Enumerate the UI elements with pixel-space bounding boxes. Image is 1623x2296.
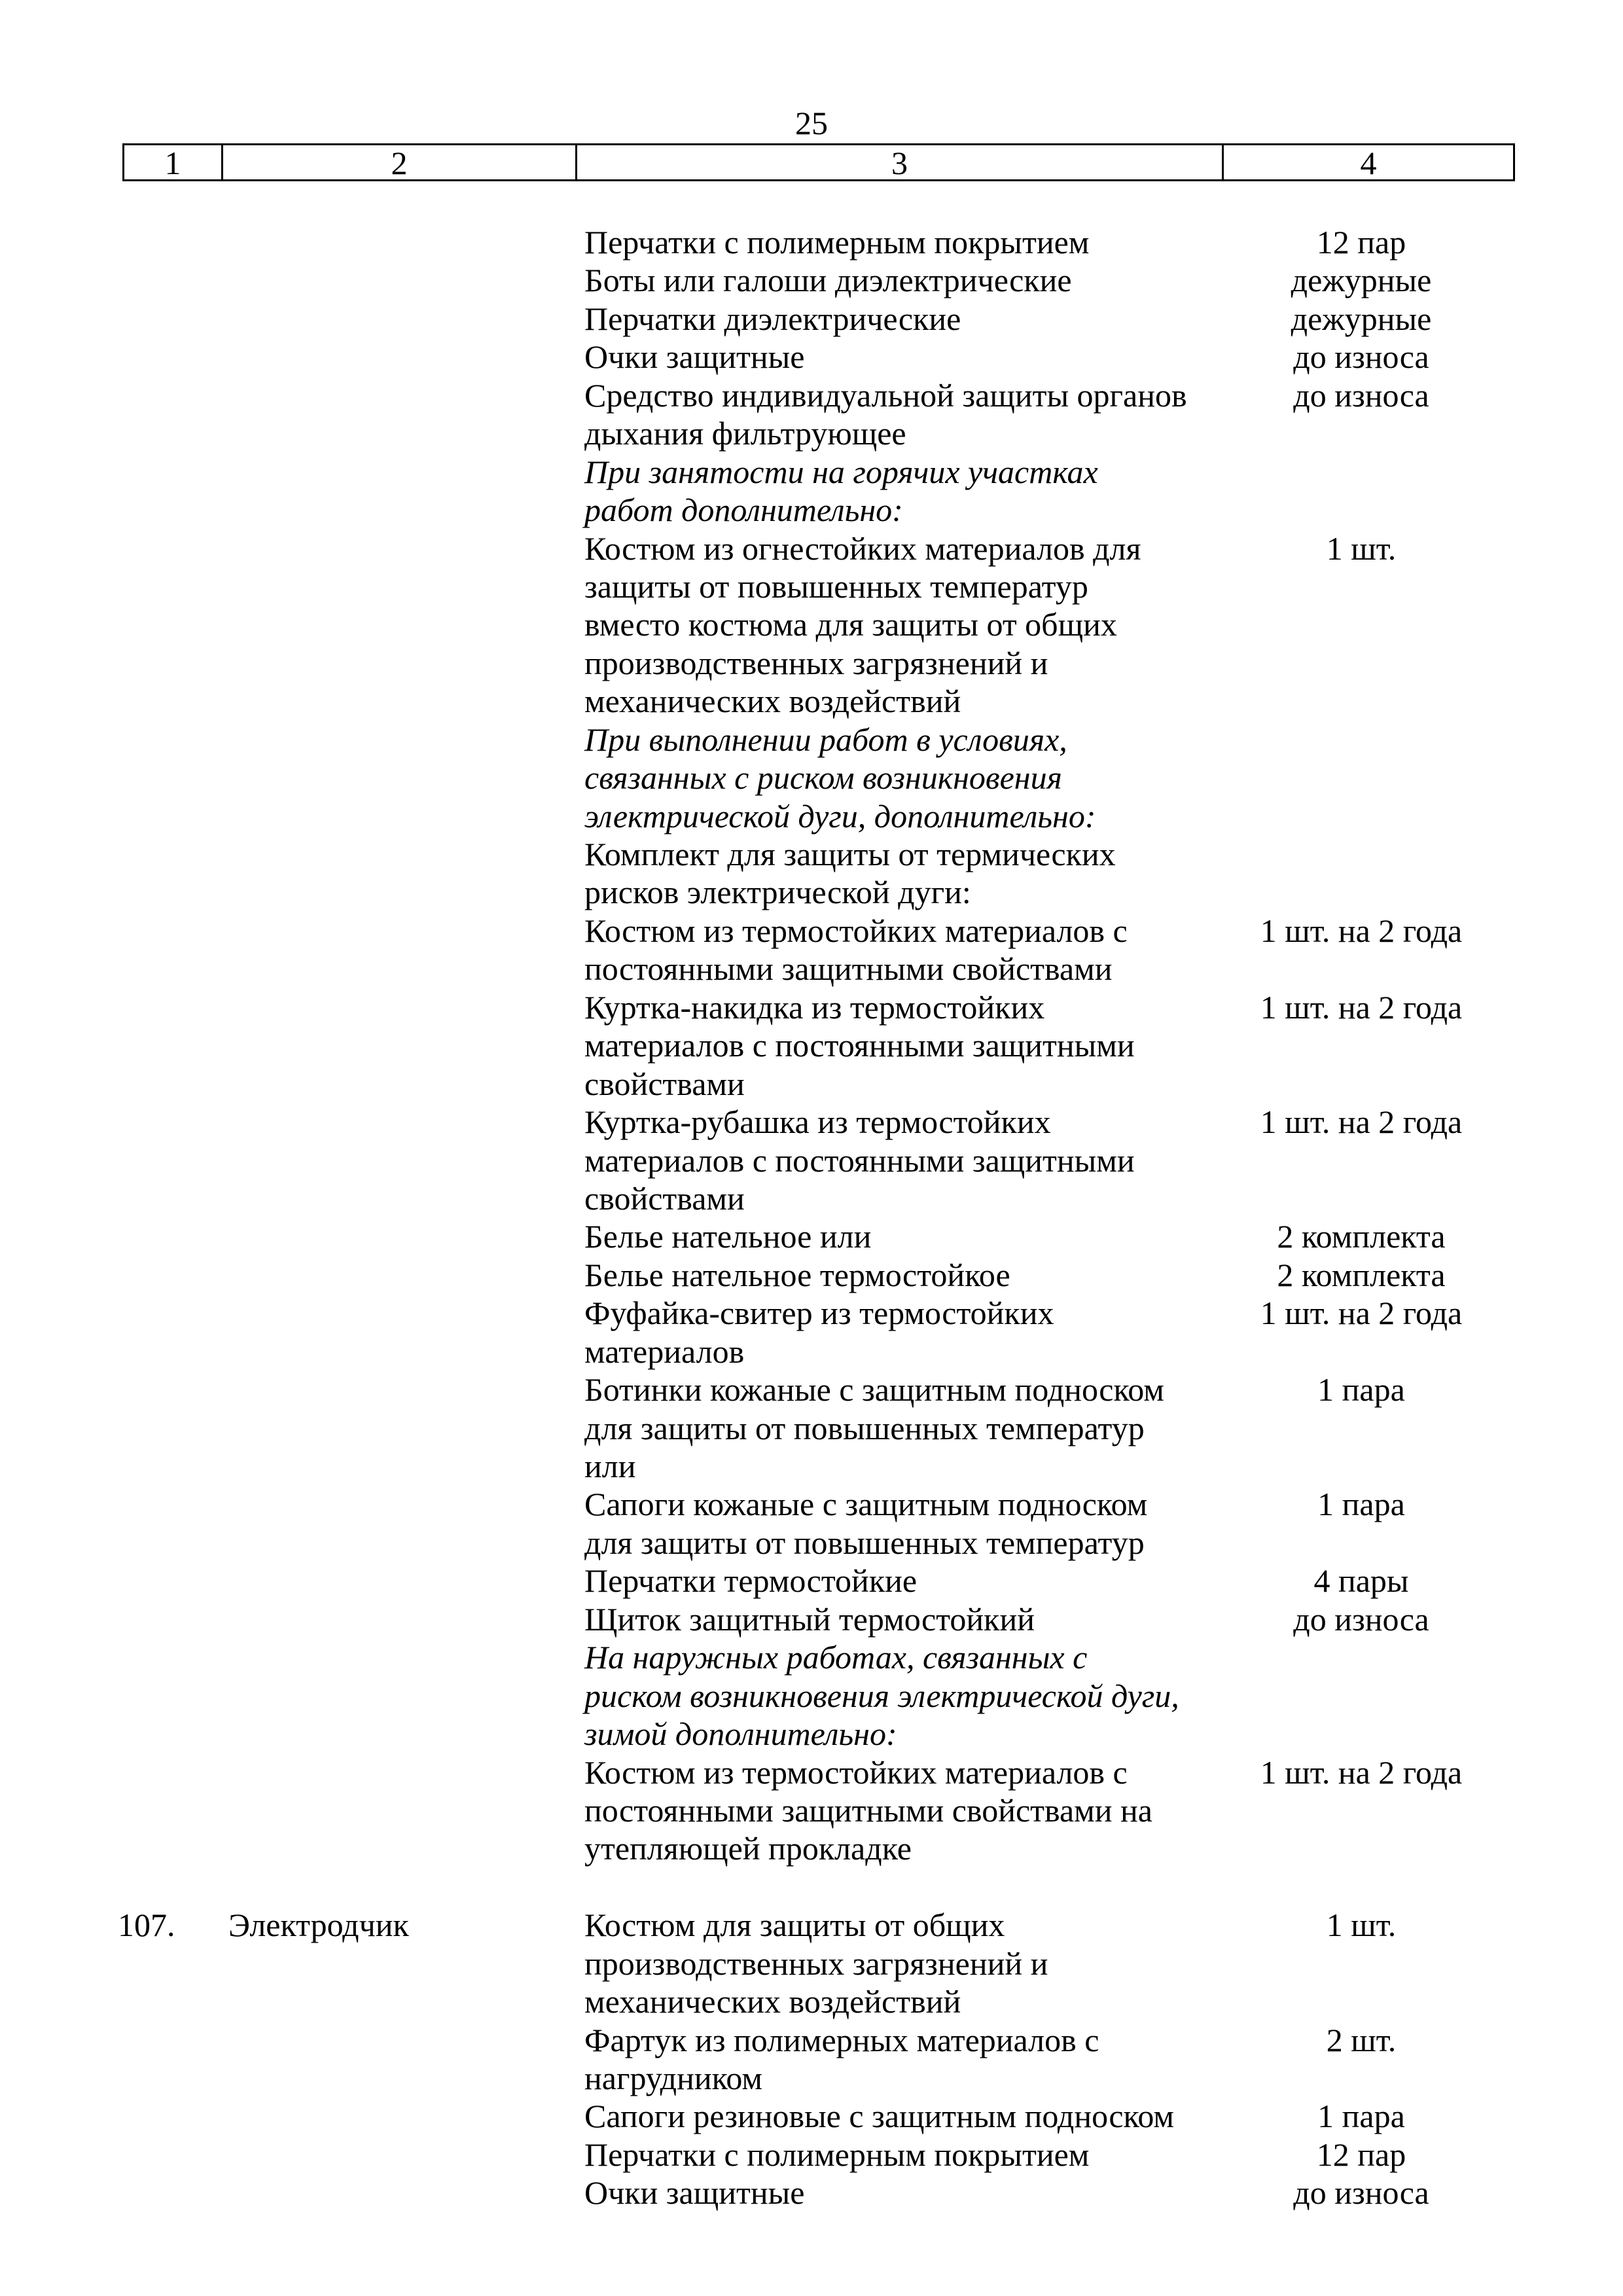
ppe-item: Очки защитные <box>584 2174 805 2212</box>
issue-norm: дежурные <box>1291 300 1432 337</box>
condition-note: зимой дополнительно: <box>584 1715 897 1753</box>
ppe-item: материалов с постоянными защитными <box>584 1141 1135 1179</box>
condition-note: риском возникновения электрической дуги, <box>584 1677 1179 1714</box>
table-row <box>0 414 1623 452</box>
issue-norm: 2 шт. <box>1326 2021 1397 2058</box>
table-row <box>0 453 1623 491</box>
issue-norm: 1 шт. на 2 года <box>1260 912 1463 949</box>
table-row <box>0 1141 1623 1179</box>
condition-note: При занятости на горячих участках <box>584 453 1098 490</box>
table-body <box>0 223 1623 2212</box>
table-row <box>0 1562 1623 1600</box>
spacer <box>0 1868 1623 1906</box>
issue-norm: 12 пар <box>1316 224 1406 260</box>
ppe-item: Перчатки диэлектрические <box>584 300 961 337</box>
condition-note: связанных с риском возникновения <box>584 759 1062 797</box>
issue-norm: 1 шт. на 2 года <box>1260 1753 1463 1791</box>
table-row <box>0 1409 1623 1447</box>
ppe-item: Сапоги резиновые с защитным подноском <box>584 2098 1175 2135</box>
table-row <box>0 835 1623 873</box>
issue-norm: 2 комплекта <box>1277 1218 1446 1255</box>
table-row <box>0 491 1623 529</box>
table-row <box>0 873 1623 911</box>
profession-name: Электродчик <box>228 1907 409 1944</box>
table-row <box>0 1677 1623 1715</box>
ppe-item: Фартук из полимерных материалов с <box>584 2021 1099 2058</box>
issue-norm: дежурные <box>1291 262 1432 299</box>
issue-norm: 1 шт. на 2 года <box>1260 1295 1463 1332</box>
ppe-item: Куртка-рубашка из термостойких <box>584 1103 1051 1141</box>
table-row <box>0 1447 1623 1485</box>
issue-norm: 1 пара <box>1317 1371 1405 1408</box>
ppe-item: Костюм из термостойких материалов с <box>584 1753 1128 1791</box>
ppe-item: Белье нательное или <box>584 1218 872 1255</box>
table-row <box>0 300 1623 338</box>
condition-note: На наружных работах, связанных с <box>584 1639 1088 1676</box>
table-row <box>0 2059 1623 2097</box>
ppe-item: Белье нательное термостойкое <box>584 1256 1010 1293</box>
issue-norm: 1 шт. <box>1326 1907 1397 1944</box>
table-row <box>0 1829 1623 1867</box>
condition-note: электрической дуги, дополнительно: <box>584 797 1096 834</box>
ppe-item: для защиты от повышенных температур <box>584 1409 1145 1446</box>
table-row <box>0 529 1623 567</box>
table-row <box>0 1485 1623 1523</box>
table-row <box>0 2174 1623 2212</box>
issue-norm: 4 пары <box>1313 1562 1409 1600</box>
ppe-item: вместо костюма для защиты от общих <box>584 606 1117 643</box>
ppe-item: для защиты от повышенных температур <box>584 1524 1145 1561</box>
issue-norm: до износа <box>1293 338 1429 376</box>
ppe-item: производственных загрязнений и <box>584 1945 1048 1982</box>
ppe-item: материалов с постоянными защитными <box>584 1027 1135 1064</box>
issue-norm: 1 шт. <box>1326 529 1397 567</box>
table-row <box>0 1982 1623 2020</box>
table-row <box>0 1294 1623 1332</box>
table-row <box>0 1715 1623 1753</box>
ppe-item: дыхания фильтрующее <box>584 415 906 452</box>
ppe-item: Костюм из огнестойких материалов для <box>584 529 1141 567</box>
ppe-item: свойствами <box>584 1065 745 1102</box>
table-row <box>0 644 1623 682</box>
table-row <box>0 223 1623 261</box>
table-header-row <box>122 143 1515 181</box>
ppe-item: постоянными защитными свойствами <box>584 950 1113 988</box>
table-row <box>0 950 1623 988</box>
table-row <box>0 2136 1623 2174</box>
ppe-item: Ботинки кожаные с защитным подноском <box>584 1371 1164 1408</box>
table-row <box>0 1524 1623 1562</box>
ppe-item: механических воздействий <box>584 1983 961 2020</box>
ppe-item: производственных загрязнений и <box>584 644 1048 681</box>
table-row <box>0 2021 1623 2059</box>
issue-norm: 2 комплекта <box>1277 1256 1446 1293</box>
table-row <box>0 912 1623 950</box>
table-row <box>0 1179 1623 1217</box>
ppe-item: Комплект для защиты от термических <box>584 836 1116 872</box>
issue-norm: до износа <box>1293 376 1429 414</box>
table-row <box>0 759 1623 797</box>
ppe-item: рисков электрической дуги: <box>584 874 971 911</box>
ppe-item: Сапоги кожаные с защитным подноском <box>584 1486 1148 1523</box>
table-row <box>0 1256 1623 1294</box>
condition-note: работ дополнительно: <box>584 492 903 529</box>
condition-note: При выполнении работ в условиях, <box>584 721 1067 758</box>
issue-norm: 1 шт. на 2 года <box>1260 988 1463 1026</box>
ppe-item: Боты или галоши диэлектрические <box>584 262 1072 299</box>
table-row <box>0 2097 1623 2135</box>
ppe-item: свойствами <box>584 1179 745 1217</box>
header-col-3: 3 <box>577 145 1224 179</box>
ppe-item: утепляющей прокладке <box>584 1830 912 1867</box>
ppe-item: материалов <box>584 1333 745 1370</box>
table-row <box>0 1026 1623 1064</box>
table-row <box>0 721 1623 759</box>
table-row <box>0 376 1623 414</box>
ppe-item: Фуфайка-свитер из термостойких <box>584 1295 1054 1332</box>
issue-norm: 1 шт. на 2 года <box>1260 1103 1463 1141</box>
table-row <box>0 1600 1623 1638</box>
table-row <box>0 338 1623 376</box>
ppe-item: Костюм для защиты от общих <box>584 1907 1005 1944</box>
issue-norm: до износа <box>1293 2174 1429 2212</box>
table-row <box>0 1638 1623 1676</box>
ppe-item: Костюм из термостойких материалов с <box>584 912 1128 949</box>
table-row <box>0 1906 1623 1944</box>
table-row <box>0 682 1623 720</box>
header-col-1: 1 <box>124 145 223 179</box>
table-row <box>0 567 1623 605</box>
table-row <box>0 1371 1623 1408</box>
issue-norm: 1 пара <box>1317 1486 1405 1523</box>
issue-norm: до износа <box>1293 1600 1429 1638</box>
table-row <box>0 797 1623 835</box>
table-row <box>0 1217 1623 1255</box>
header-col-2: 2 <box>223 145 577 179</box>
ppe-item: или <box>584 1448 636 1484</box>
table-row <box>0 1753 1623 1791</box>
ppe-item: Перчатки с полимерным покрытием <box>584 2136 1090 2173</box>
row-number: 107. <box>118 1907 175 1944</box>
table-row <box>0 988 1623 1026</box>
table-row <box>0 1791 1623 1829</box>
header-col-4: 4 <box>1360 145 1377 181</box>
issue-norm: 1 пара <box>1317 2098 1405 2135</box>
ppe-item: Щиток защитный термостойкий <box>584 1600 1035 1638</box>
table-row <box>0 1065 1623 1103</box>
table-row <box>0 1103 1623 1141</box>
ppe-item: Перчатки с полимерным покрытием <box>584 224 1090 260</box>
ppe-item: постоянными защитными свойствами на <box>584 1791 1152 1829</box>
table-row <box>0 1945 1623 1982</box>
issue-norm: 12 пар <box>1316 2136 1406 2173</box>
table-row <box>0 261 1623 299</box>
ppe-item: Средство индивидуальной защиты органов <box>584 376 1187 414</box>
ppe-item: защиты от повышенных температур <box>584 567 1088 605</box>
ppe-item: механических воздействий <box>584 683 961 720</box>
page-number: 25 <box>795 105 828 141</box>
ppe-item: Куртка-накидка из термостойких <box>584 988 1045 1026</box>
table-row <box>0 1333 1623 1371</box>
ppe-item: Очки защитные <box>584 338 805 376</box>
table-row <box>0 605 1623 643</box>
ppe-item: нагрудником <box>584 2060 763 2096</box>
ppe-item: Перчатки термостойкие <box>584 1562 918 1600</box>
